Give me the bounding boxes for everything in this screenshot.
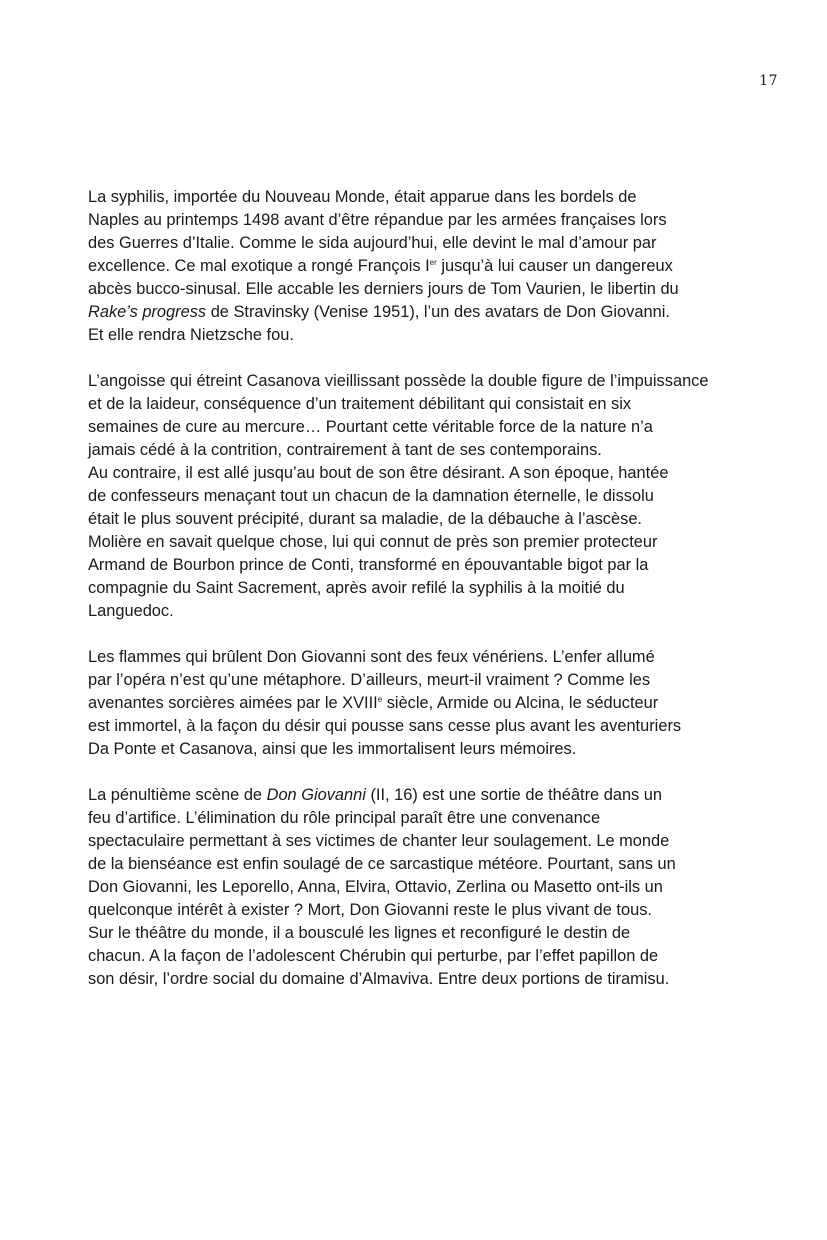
text-line [88,186,753,209]
text-segment: compagnie du Saint Sacrement, après avoir refilé la syphilis à la moitié du [88,579,625,597]
body-text [88,186,753,1014]
text-segment: Don Giovanni, les Leporello, Anna, Elvira, Ottavio, Zerlina ou Masetto ont-ils un [88,878,663,896]
text-segment: Les flammes qui brûlent Don Giovanni sont des feux vénériens. L’enfer allumé [88,648,655,666]
text-line [88,738,753,761]
page-number: 17 [759,73,778,89]
text-line [88,462,753,485]
text-segment: et de la laideur, conséquence d’un traitement débilitant qui consistait en six [88,395,632,413]
text-segment: de confesseurs menaçant tout un chacun de la damnation éternelle, le dissolu [88,487,654,505]
text-segment: siècle, Armide ou Alcina, le séducteur [382,694,659,712]
text-segment: de la bienséance est enfin soulagé de ce sarcastique météore. Pourtant, sans un [88,855,676,873]
text-segment: Da Ponte et Casanova, ainsi que les immortalisent leurs mémoires. [88,740,577,758]
text-segment: son désir, l’ordre social du domaine d’Almaviva. Entre deux portions de tiramisu. [88,970,670,988]
text-line [88,715,753,738]
text-segment: Armand de Bourbon prince de Conti, transformé en épouvantable bigot par la [88,556,649,574]
text-line [88,531,753,554]
text-segment: avenantes sorcières aimées par le XVIII [88,694,378,712]
text-segment: L’angoisse qui étreint Casanova vieillissant possède la double figure de l’impuissance [88,372,709,390]
text-segment: est immortel, à la façon du désir qui pousse sans cesse plus avant les aventuriers [88,717,682,735]
paragraph [88,186,753,347]
text-line [88,968,753,991]
superscript: e [377,695,383,704]
text-segment: de Stravinsky (Venise 1951), l’un des avatars de Don Giovanni. [206,303,670,321]
text-line [88,945,753,968]
italic-title: Don Giovanni [266,786,366,804]
text-segment: abcès bucco-sinusal. Elle accable les derniers jours de Tom Vaurien, le libertin du [88,280,679,298]
text-segment: semaines de cure au mercure… Pourtant cette véritable force de la nature n’a [88,418,653,436]
text-segment: Au contraire, il est allé jusqu’au bout de son être désirant. A son époque, hantée [88,464,669,482]
paragraph [88,370,753,623]
text-line [88,646,753,669]
text-line [88,370,753,393]
text-line [88,508,753,531]
text-segment: Sur le théâtre du monde, il a bousculé les lignes et reconfiguré le destin de [88,924,631,942]
text-line [88,485,753,508]
text-line [88,393,753,416]
text-line [88,669,753,692]
paragraph [88,646,753,761]
text-line [88,853,753,876]
text-segment: Molière en savait quelque chose, lui qui connut de près son premier protecteur [88,533,658,551]
text-line [88,209,753,232]
text-segment: feu d’artifice. L’élimination du rôle principal paraît être une convenance [88,809,601,827]
text-segment: Languedoc. [88,602,174,620]
text-segment: excellence. Ce mal exotique a rongé François I [88,257,430,275]
text-line [88,807,753,830]
text-line [88,439,753,462]
text-line [88,784,753,807]
text-line [88,899,753,922]
paragraph [88,784,753,991]
superscript: er [429,258,437,267]
text-line [88,692,753,715]
text-segment: Naples au printemps 1498 avant d’être répandue par les armées françaises lors [88,211,667,229]
text-segment: était le plus souvent précipité, durant sa maladie, de la débauche à l’ascèse. [88,510,642,528]
text-line [88,577,753,600]
text-segment: La pénultième scène de [88,786,267,804]
text-line [88,600,753,623]
text-line [88,416,753,439]
text-segment: quelconque intérêt à exister ? Mort, Don Giovanni reste le plus vivant de tous. [88,901,652,919]
text-line [88,830,753,853]
text-segment: des Guerres d’Italie. Comme le sida aujourd’hui, elle devint le mal d’amour par [88,234,657,252]
text-line [88,324,753,347]
text-segment: Et elle rendra Nietzsche fou. [88,326,294,344]
text-line [88,278,753,301]
text-segment: chacun. A la façon de l’adolescent Chérubin qui perturbe, par l’effet papillon de [88,947,659,965]
text-segment: spectaculaire permettant à ses victimes de chanter leur soulagement. Le monde [88,832,670,850]
text-line [88,876,753,899]
text-segment: par l’opéra n’est qu’une métaphore. D’ailleurs, meurt-il vraiment ? Comme les [88,671,651,689]
text-line [88,554,753,577]
text-segment: La syphilis, importée du Nouveau Monde, était apparue dans les bordels de [88,188,637,206]
text-segment: (II, 16) est une sortie de théâtre dans un [365,786,663,804]
text-segment: jamais cédé à la contrition, contrairement à tant de ses contemporains. [88,441,602,459]
text-segment: jusqu’à lui causer un dangereux [436,257,673,275]
text-line [88,255,753,278]
text-line [88,301,753,324]
text-line [88,922,753,945]
italic-title: Rake’s progress [88,303,207,321]
text-line [88,232,753,255]
